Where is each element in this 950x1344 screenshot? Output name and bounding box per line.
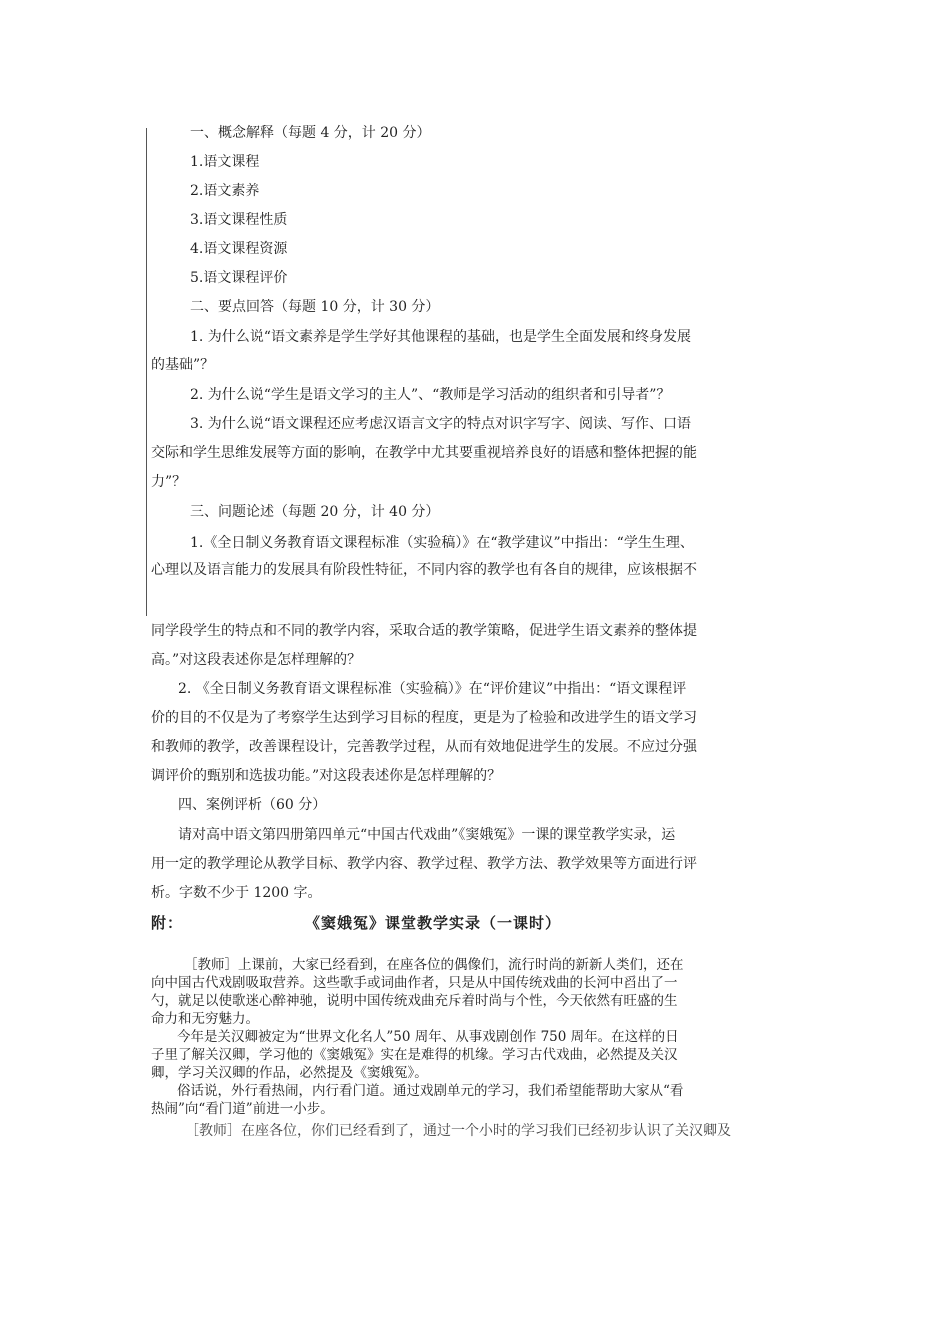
margin-rule	[146, 128, 147, 616]
section3-q2-line2: 价的目的不仅是为了考察学生达到学习目标的程度，更是为了检验和改进学生的语文学习	[151, 710, 697, 726]
section3-q1-line2: 心理以及语言能力的发展具有阶段性特征，不同内容的教学也有各自的规律，应该根据不	[151, 562, 697, 578]
section2-q1-line1: 1. 为什么说“语文素养是学生学好其他课程的基础，也是学生全面发展和终身发展	[190, 329, 691, 345]
transcript-p2-line3: 卿，学习关汉卿的作品，必然提及《窦娥冤》。	[151, 1065, 428, 1081]
section2-q1-line2: 的基础”？	[151, 357, 215, 373]
cut-off-line	[185, 1123, 737, 1140]
section3-q1-line1: 1.《全日制义务教育语文课程标准（实验稿）》在“教学建议”中指出：“学生生理、	[190, 535, 694, 551]
section3-q1-line3: 同学段学生的特点和不同的教学内容，采取合适的教学策略，促进学生语文素养的整体提	[151, 623, 697, 639]
section4-body-line2: 用一定的教学理论从教学目标、教学内容、教学过程、教学方法、教学效果等方面进行评	[151, 856, 697, 872]
concept-item-5: 5.语文课程评价	[190, 270, 288, 286]
section1-heading: 一、概念解释（每题 4 分，计 20 分）	[190, 125, 431, 141]
concept-item-2: 2.语文素养	[190, 183, 260, 199]
section3-q1-line4: 高。”对这段表述你是怎样理解的？	[151, 652, 362, 668]
transcript-p3-line1: 俗话说，外行看热闹，内行看门道。通过戏剧单元的学习，我们希望能帮助大家从“看	[177, 1083, 684, 1099]
appendix-label: 附：	[151, 914, 184, 932]
concept-item-4: 4.语文课程资源	[190, 241, 288, 257]
section3-q2-line1: 2. 《全日制义务教育语文课程标准（实验稿）》在“评价建议”中指出：“语文课程评	[178, 681, 687, 697]
section2-heading: 二、要点回答（每题 10 分，计 30 分）	[190, 299, 440, 315]
section4-body-line1: 请对高中语文第四册第四单元“中国古代戏曲”《窦娥冤》一课的课堂教学实录，运	[178, 827, 676, 843]
transcript-p2-line2: 子里了解关汉卿，学习他的《窦娥冤》实在是难得的机缘。学习古代戏曲，必然提及关汉	[151, 1047, 678, 1063]
section3-q2-line3: 和教师的教学，改善课程设计，完善教学过程，从而有效地促进学生的发展。不应过分强	[151, 739, 697, 755]
section3-q2-line4: 调评价的甄别和选拔功能。”对这段表述你是怎样理解的？	[151, 768, 502, 784]
transcript-p1-line3: 勺，就足以使歌迷心醉神驰，说明中国传统戏曲充斥着时尚与个性，今天依然有旺盛的生	[151, 993, 678, 1009]
section4-body-line3: 析。字数不少于 1200 字。	[151, 885, 322, 901]
concept-item-1: 1.语文课程	[190, 154, 260, 170]
section3-heading: 三、问题论述（每题 20 分，计 40 分）	[190, 504, 440, 520]
section2-q2-line1: 2. 为什么说“学生是语文学习的主人”、“教师是学习活动的组织者和引导者”？	[190, 387, 671, 403]
concept-item-3: 3.语文课程性质	[190, 212, 288, 228]
transcript-p4-cut: ［教师］在座各位，你们已经看到了，通过一个小时的学习我们已经初步认识了关汉卿及	[185, 1123, 731, 1139]
transcript-p2-line1: 今年是关汉卿被定为“世界文化名人”50 周年、从事戏剧创作 750 周年。在这样的日	[177, 1029, 679, 1045]
section2-q3-line3: 力”？	[151, 474, 187, 490]
section2-q3-line2: 交际和学生思维发展等方面的影响，在教学中尤其要重视培养良好的语感和整体把握的能	[151, 445, 697, 461]
transcript-p3-line2: 热闹”向“看门道”前进一小步。	[151, 1101, 334, 1117]
section2-q3-line1: 3. 为什么说“语文课程还应考虑汉语言文字的特点对识字写字、阅读、写作、口语	[190, 416, 691, 432]
appendix-title: 《窦娥冤》课堂教学实录（一课时）	[305, 914, 562, 932]
transcript-p1-line4: 命力和无穷魅力。	[151, 1011, 259, 1027]
section4-heading: 四、案例评析（60 分）	[178, 797, 327, 813]
transcript-p1-line2: 向中国古代戏剧吸取营养。这些歌手或词曲作者，只是从中国传统戏曲的长河中舀出了一	[151, 975, 678, 991]
transcript-p1-line1: ［教师］上课前，大家已经看到，在座各位的偶像们，流行时尚的新新人类们，还在	[184, 957, 684, 973]
